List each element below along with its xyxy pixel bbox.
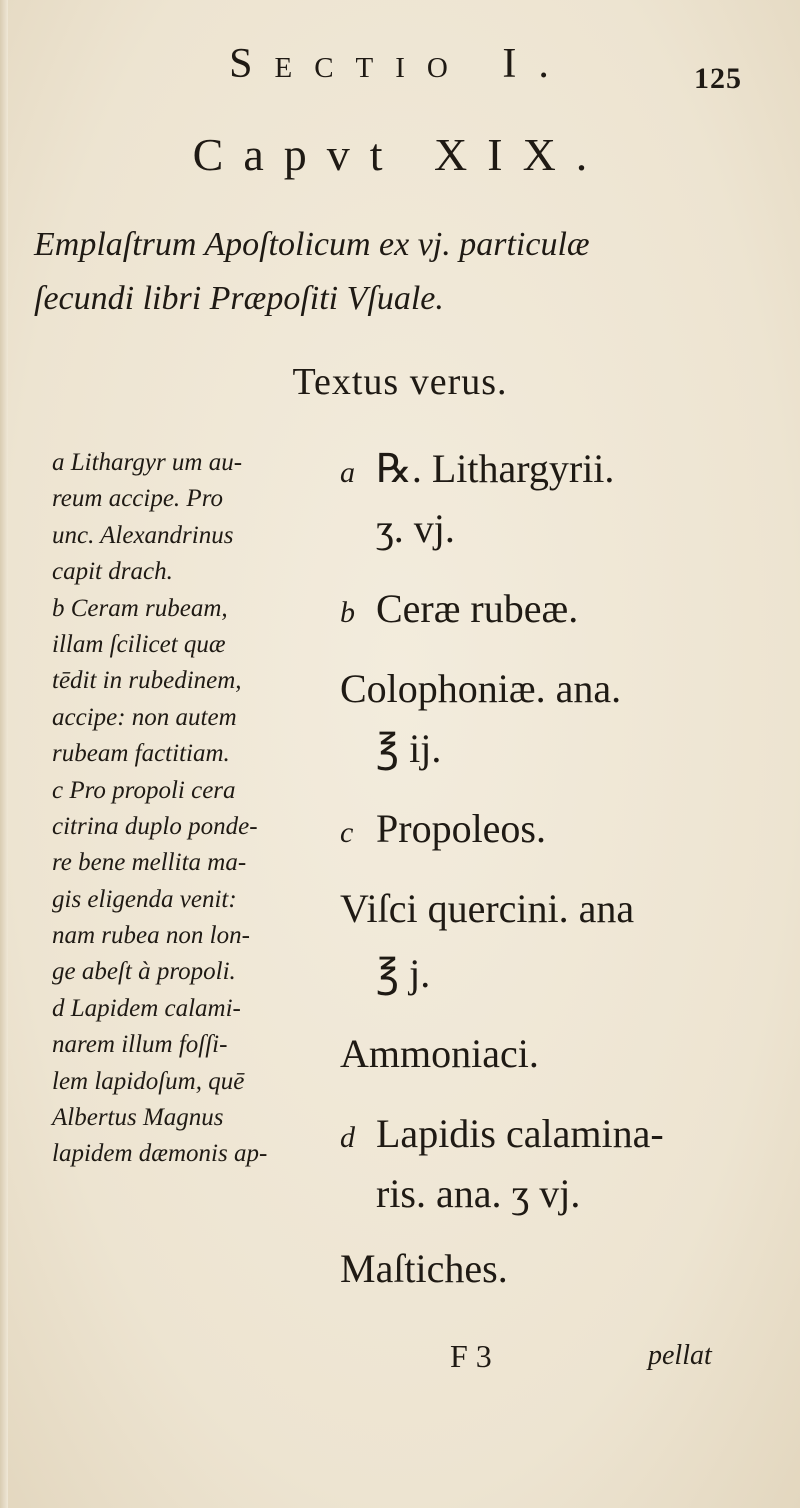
recipe-text: ℥ j.: [376, 951, 431, 996]
recipe-text: Colophoniæ. ana.: [340, 666, 622, 711]
recipe-marker: a: [340, 456, 355, 489]
commentary-line: re bene mellita ma-: [52, 849, 247, 877]
textus-heading: Textus verus.: [292, 361, 508, 403]
recipe-line: [340, 725, 441, 772]
recipe-line: [340, 950, 430, 997]
commentary-line: lem lapidoſum, quē: [52, 1067, 245, 1095]
commentary-line: reum accipe. Pro: [52, 485, 224, 513]
recipe-line: [340, 505, 455, 552]
recipe-text: ris. ana. ʒ vj.: [376, 1171, 581, 1216]
recipe-line: [340, 1170, 580, 1217]
recipe-text: Propoleos.: [376, 806, 546, 851]
commentary-line: narem illum foſſi-: [52, 1031, 228, 1059]
recipe-line: [340, 445, 614, 492]
chapter-heading: Capvt XIX.: [192, 129, 608, 180]
commentary-column: [52, 445, 332, 1173]
commentary-line: b Ceram rubeam,: [52, 594, 228, 622]
recipe-line: [340, 585, 578, 632]
title-line-2: ſecundi libri Præpoſiti Vſuale.: [34, 280, 444, 317]
recipe-line: [340, 1110, 664, 1157]
recipe-marker: d: [340, 1121, 355, 1154]
page-edge: [0, 0, 8, 1508]
catchword: pellat: [648, 1340, 712, 1371]
commentary-line: gis eligenda venit:: [52, 885, 237, 913]
recipe-line: [340, 885, 634, 932]
commentary-line: c Pro propoli cera: [52, 776, 236, 804]
signature-mark: F 3: [450, 1338, 492, 1374]
commentary-line: d Lapidem calami-: [52, 994, 241, 1022]
commentary-line: capit drach.: [52, 558, 173, 586]
recipe-marker: b: [340, 596, 355, 629]
recipe-line: [340, 1245, 508, 1292]
recipe-marker: c: [340, 816, 354, 849]
recipe-text: Maſtiches.: [340, 1246, 508, 1291]
commentary-line: rubeam factitiam.: [52, 740, 230, 768]
commentary-line: tēdit in rubedinem,: [52, 667, 242, 695]
commentary-line: accipe: non autem: [52, 703, 237, 731]
recipe-text: Ceræ rubeæ.: [376, 586, 579, 631]
recipe-text: Ammoniaci.: [340, 1031, 539, 1076]
commentary-line: Albertus Magnus: [52, 1104, 224, 1132]
recipe-text: ʒ. vj.: [376, 506, 455, 551]
recipe-line: [340, 1030, 539, 1077]
commentary-line: unc. Alexandrinus: [52, 521, 234, 549]
recipe-text: ℥ ij.: [376, 726, 442, 771]
commentary-line: nam rubea non lon-: [52, 922, 250, 950]
recipe-text: ℞. Lithargyrii.: [376, 446, 615, 491]
commentary-line: ge abeſt à propoli.: [52, 958, 236, 986]
title-line-1: Emplaſtrum Apoſtolicum ex vj. particulæ: [34, 226, 590, 263]
recipe-text: Lapidis calamina-: [376, 1111, 664, 1156]
recipe-text: Viſci quercini. ana: [340, 886, 635, 931]
commentary-line: lapidem dæmonis ap-: [52, 1140, 268, 1168]
recipe-line: [340, 805, 546, 852]
commentary-line: illam ſcilicet quæ: [52, 630, 226, 658]
commentary-line: citrina duplo ponde-: [52, 812, 258, 840]
chapter-title: [28, 218, 788, 326]
page-number: 125: [694, 62, 742, 95]
section-heading: Sectio I.: [229, 41, 571, 87]
recipe-line: [340, 665, 621, 712]
commentary-line: a Lithargyr um au-: [52, 449, 243, 476]
